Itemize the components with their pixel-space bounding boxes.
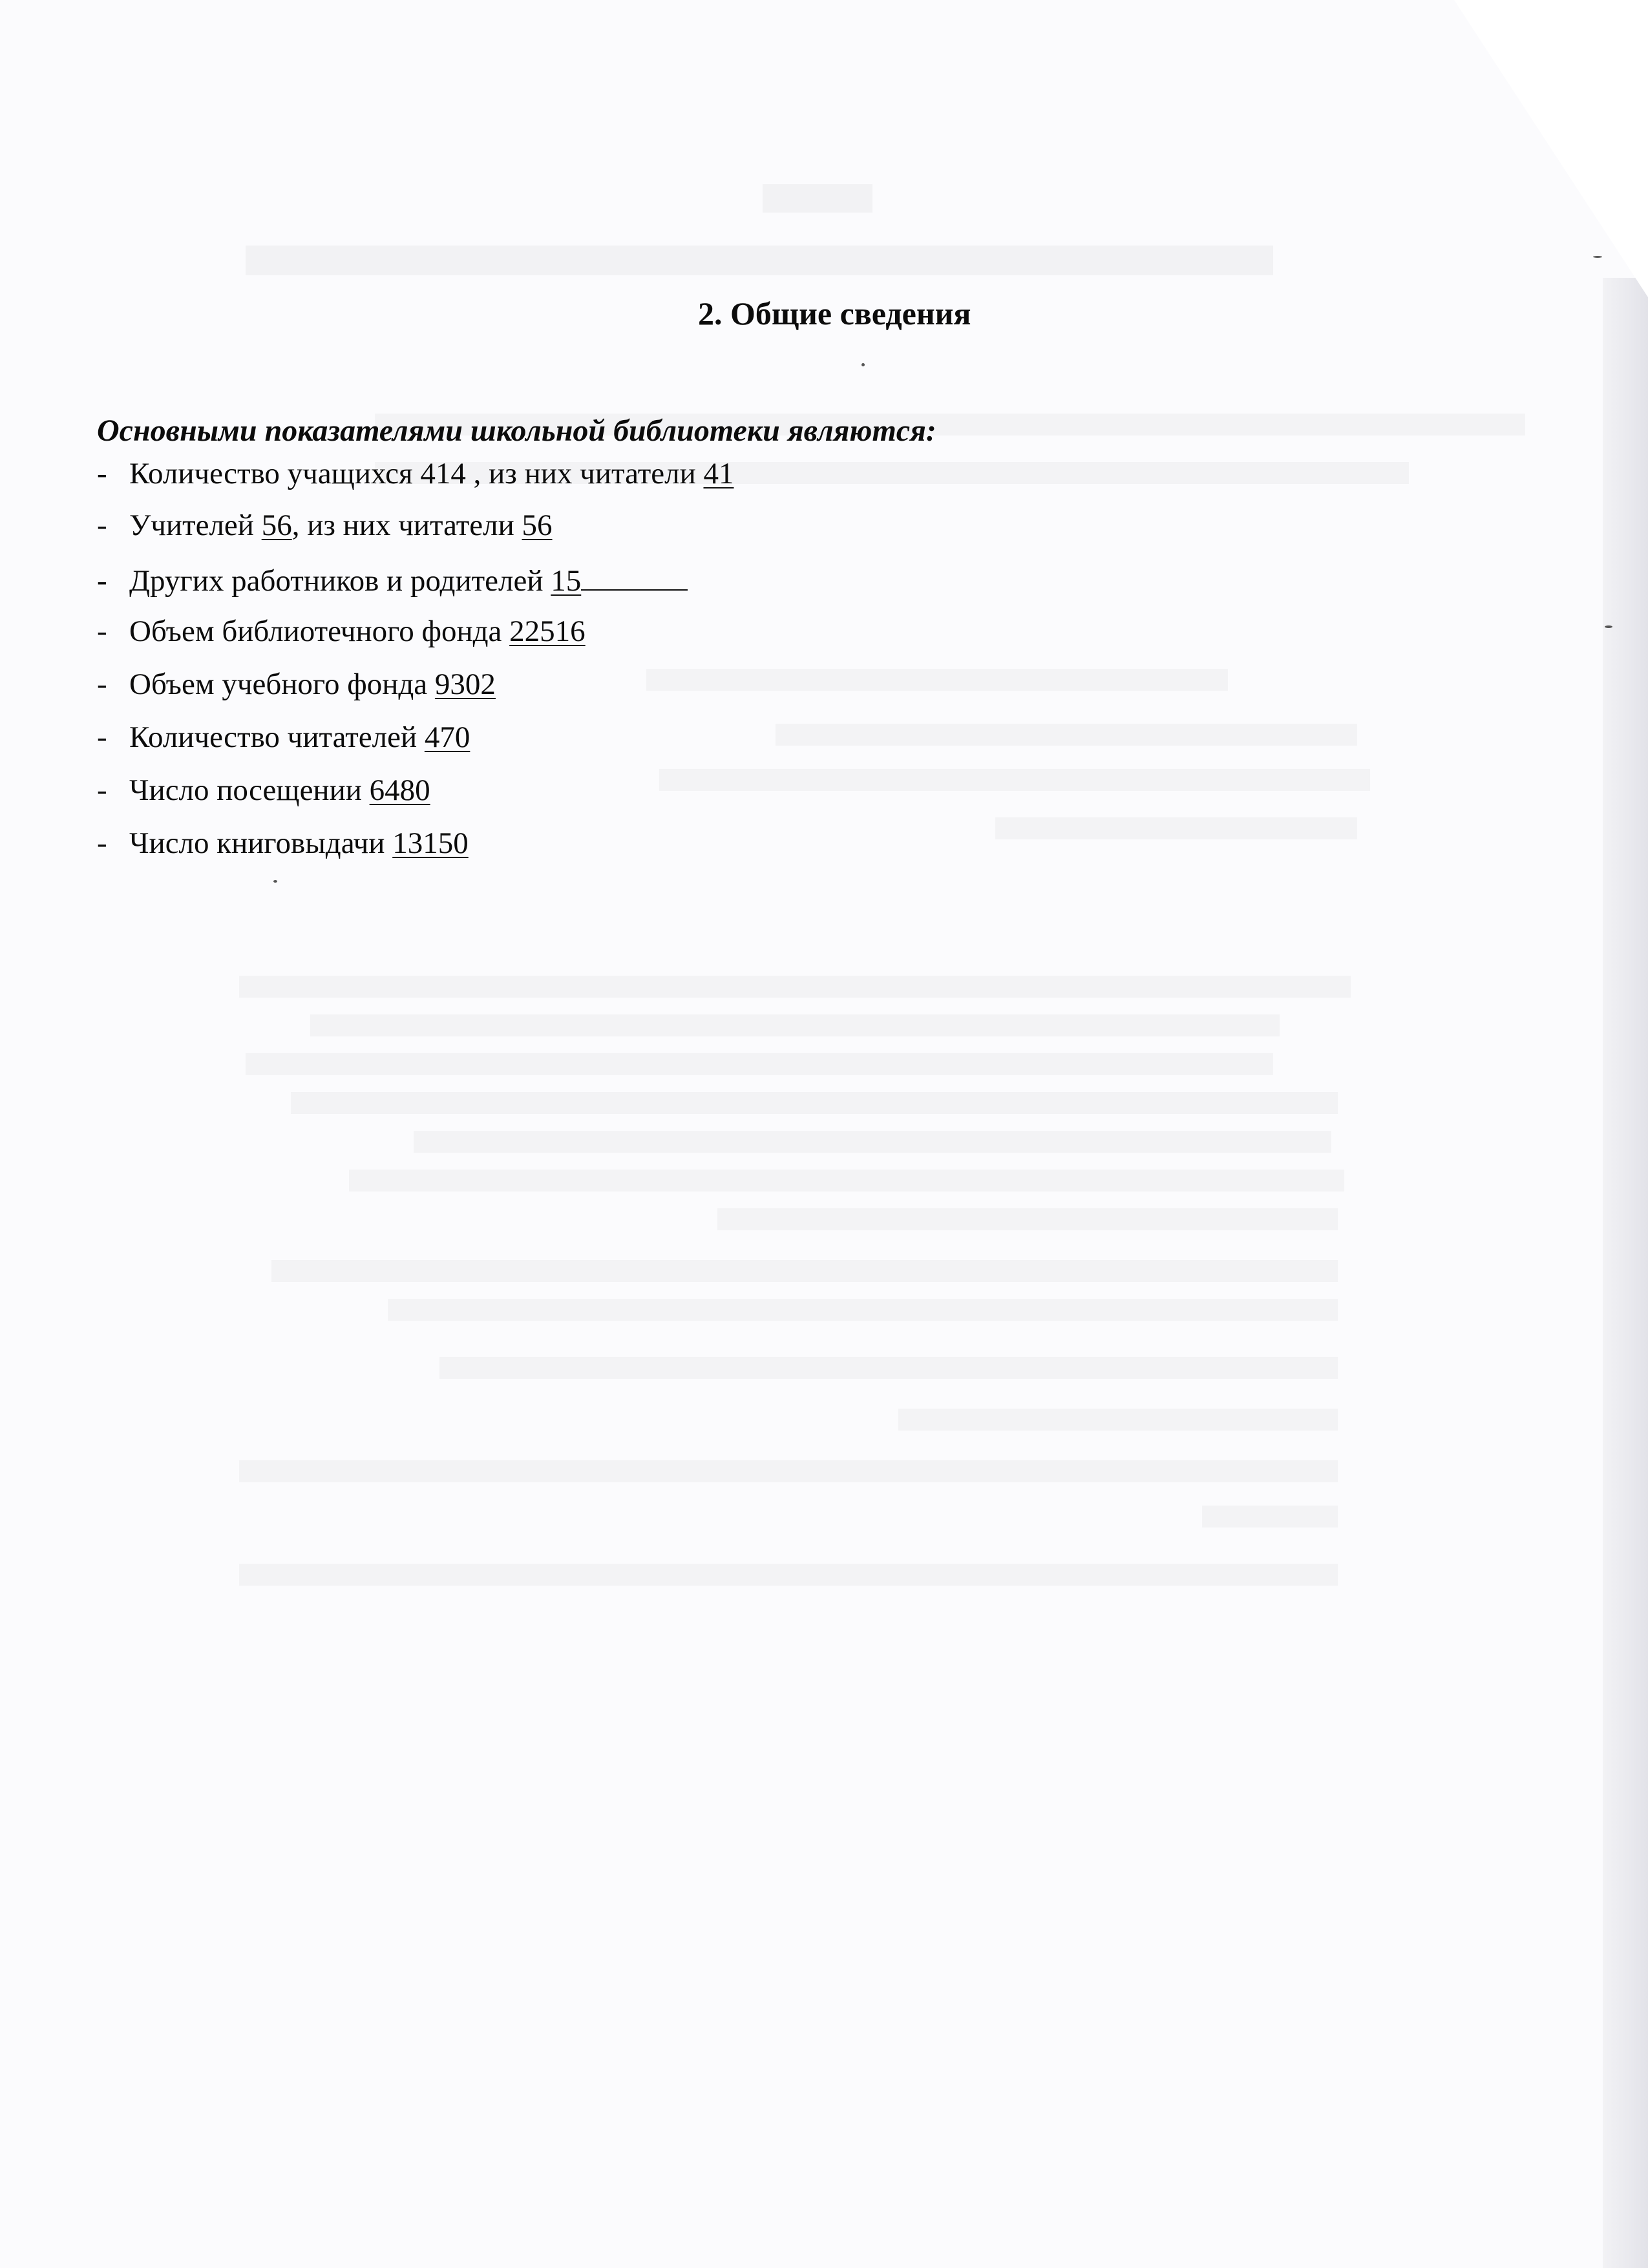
scan-speck: [1605, 625, 1612, 628]
indicator-value: 9302: [434, 667, 496, 701]
indicator-textbook-fund: [97, 669, 496, 700]
indicator-value: 13150: [392, 826, 469, 860]
underline-blank: [581, 563, 688, 591]
indicator-label: Количество читателей: [129, 720, 425, 754]
list-dash: -: [97, 614, 107, 648]
indicator-label: Объем библиотечного фонда: [129, 614, 510, 648]
list-dash: -: [97, 667, 107, 701]
indicator-readers: [97, 722, 470, 753]
indicator-visits: [97, 775, 430, 806]
scan-speck: [1593, 256, 1602, 258]
indicator-label: Объем учебного фонда: [129, 667, 435, 701]
indicator-others: [97, 563, 688, 596]
indicator-value: 470: [424, 720, 470, 754]
section-title: 2. Общие сведения: [698, 295, 971, 331]
scan-speck: [861, 363, 865, 366]
indicator-library-fund: [97, 616, 586, 647]
indicator-value: 22516: [509, 614, 586, 648]
page-edge-shadow: [1603, 278, 1648, 2268]
indicator-label: Учителей: [129, 509, 262, 542]
list-dash: -: [97, 457, 107, 490]
scan-speck: [273, 880, 277, 883]
indicator-value: 6480: [369, 773, 430, 807]
indicator-book-loans: [97, 828, 469, 859]
list-dash: -: [97, 509, 107, 542]
indicator-label: Число книговыдачи: [129, 826, 393, 860]
list-dash: -: [97, 720, 107, 754]
list-dash: -: [97, 564, 107, 598]
indicator-label: Других работников и родителей: [129, 564, 551, 598]
page-edge-corner: [1454, 0, 1648, 297]
indicator-value: 56: [261, 509, 292, 542]
indicator-label: Число посещении: [129, 773, 370, 807]
indicator-students: [97, 459, 734, 489]
indicator-value: 15: [551, 564, 582, 598]
indicator-teachers: [97, 510, 553, 541]
intro-heading: Основными показателями школьной библиотеки являются:: [97, 414, 936, 448]
list-dash: -: [97, 773, 107, 807]
indicator-value: 41: [703, 457, 734, 490]
indicator-suffix: , из них читатели: [291, 509, 522, 542]
list-dash: -: [97, 826, 107, 860]
indicator-label: Количество учащихся 414 , из них читатели: [129, 457, 704, 490]
indicator-value-2: 56: [522, 509, 553, 542]
